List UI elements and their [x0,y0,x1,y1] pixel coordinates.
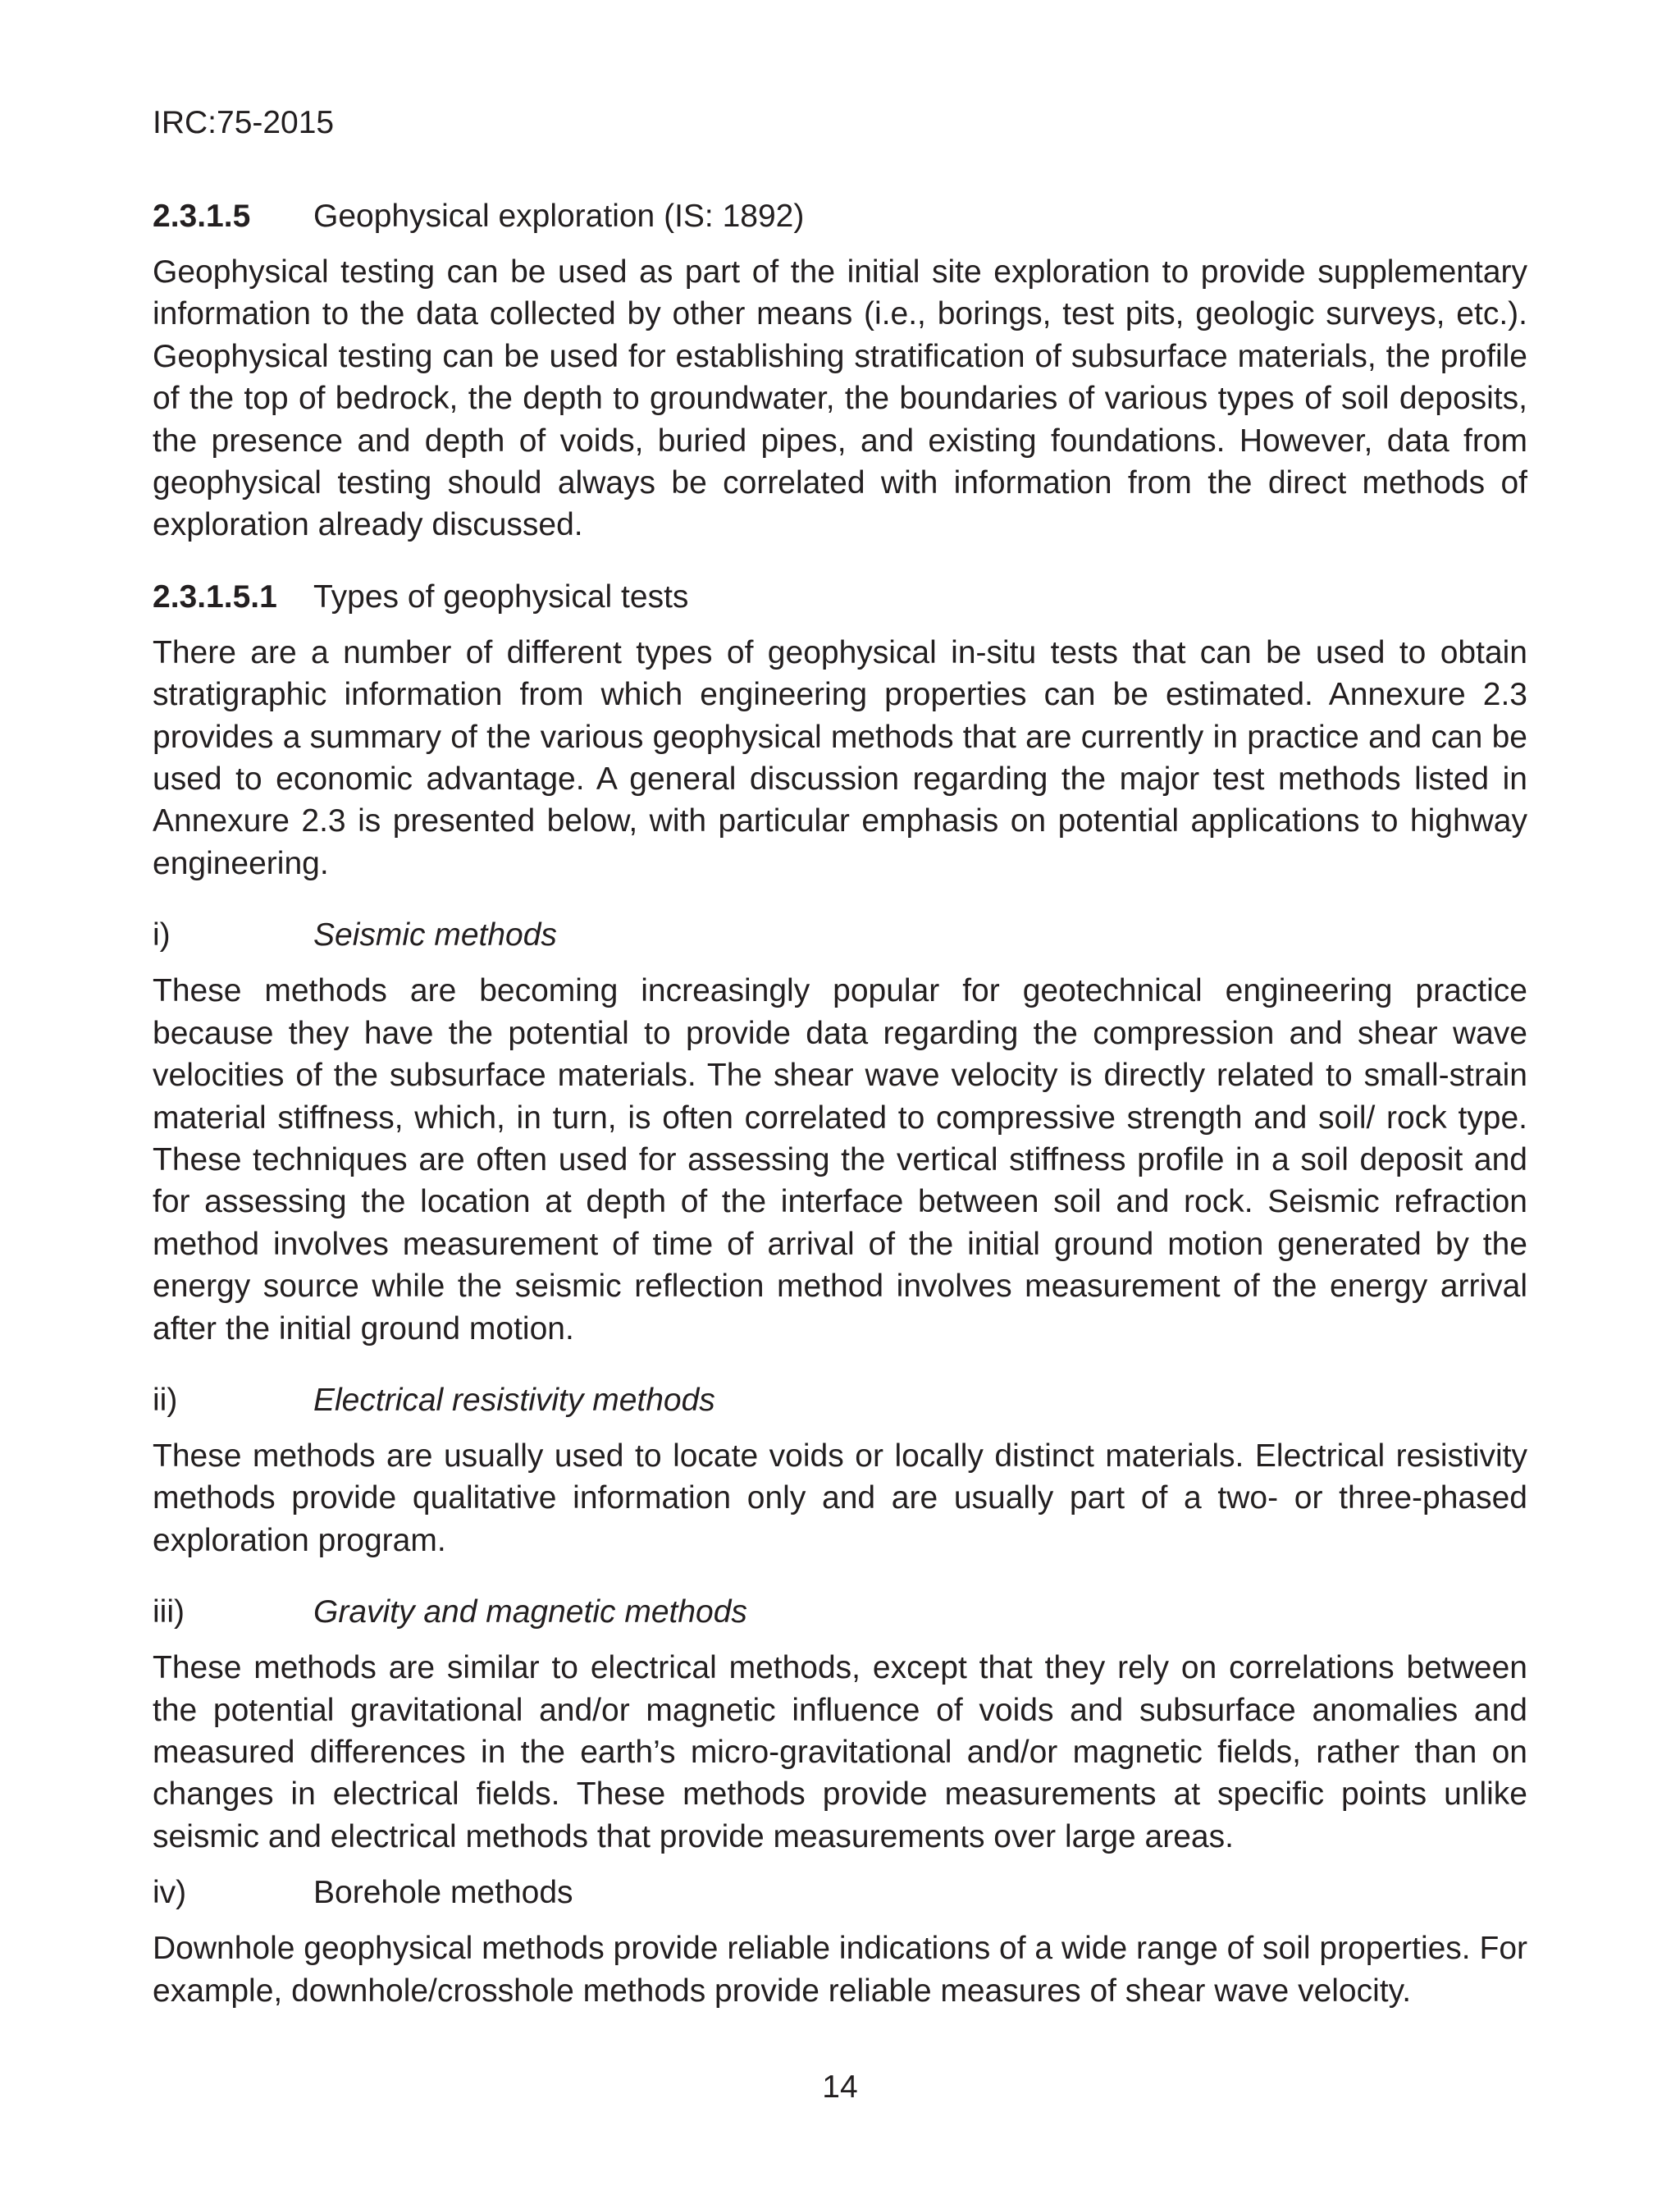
document-code: IRC:75-2015 [153,105,335,140]
subsection-heading [153,576,1527,618]
method-number: iv) [153,1875,187,1911]
method-title: Gravity and magnetic methods [313,1594,747,1630]
section-heading [153,195,1527,237]
method-heading-borehole [153,1872,1527,1913]
method-number: iii) [153,1594,185,1630]
method-paragraph-gravity: These methods are similar to electrical methods, except that they rely on correlations between the potential gravitational and/or magnetic influence of voids and subsurface anomalies and measured differences in the earth’s micro-gravitational and/or magnetic fields, rather than on changes in electrical fields. These methods provide measurements at specific points unlike seismic and electrical methods that provide measurements over large areas. [153,1650,1527,1854]
document-page [153,0,1527,2190]
method-number: ii) [153,1382,178,1418]
method-heading-seismic [153,914,1527,956]
page-content [153,195,1527,2012]
page-number: 14 [822,2069,858,2105]
method-paragraph-seismic: These methods are becoming increasingly popular for geotechnical engineering practice because they have the potential to provide data regarding the compression and shear wave velocities of the subsurface materials. The shear wave velocity is directly related to small-strain material stiffness, which, in turn, is often correlated to compressive strength and soil/ rock type. These techniques are often used for assessing the vertical stiffness profile in a soil deposit and for assessing the location at depth of the interface between soil and rock. Seismic refraction method involves measurement of time of arrival of the initial ground motion generated by the energy source while the seismic reflection method involves measurement of the energy arrival after the initial ground motion. [153,973,1527,1346]
method-number: i) [153,917,171,953]
method-title: Borehole methods [313,1875,573,1911]
subsection-paragraph: There are a number of different types of geophysical in-situ tests that can be used to obtain stratigraphic information from which engineering properties can be estimated. Annexure 2.3 provides a summary of the various geophysical methods that are currently in practice and can be used to economic advantage. A general discussion regarding the major test methods listed in Annexure 2.3 is presented below, with particular emphasis on potential applications to highway engineering. [153,634,1527,881]
method-paragraph-borehole: Downhole geophysical methods provide reliable indications of a wide range of soil properties. For example, downhole/crosshole methods provide reliable measures of shear wave velocity. [153,1931,1527,2009]
method-title: Seismic methods [313,917,557,953]
method-heading-gravity [153,1591,1527,1633]
method-heading-electrical [153,1379,1527,1421]
section-paragraph: Geophysical testing can be used as part of the initial site exploration to provide supplementary information to the data collected by other means (i.e., borings, test pits, geologic surveys, etc.). Geophysical testing can be used for establishing stratification of subsurface materials, the profile of the top of bedrock, the depth to groundwater, the boundaries of various types of soil deposits, the presence and depth of voids, buried pipes, and existing foundations. However, data from geophysical testing should always be correlated with information from the direct methods of exploration already discussed. [153,254,1527,543]
method-title: Electrical resistivity methods [313,1382,715,1418]
subsection-title: Types of geophysical tests [313,578,689,615]
section-number: 2.3.1.5 [153,199,251,234]
section-title: Geophysical exploration (IS: 1892) [313,199,805,234]
subsection-number: 2.3.1.5.1 [153,578,277,615]
method-paragraph-electrical: These methods are usually used to locate voids or locally distinct materials. Electrical resistivity methods provide qualitative information only and are usually part of a two- or three-phased exploration program. [153,1438,1527,1558]
